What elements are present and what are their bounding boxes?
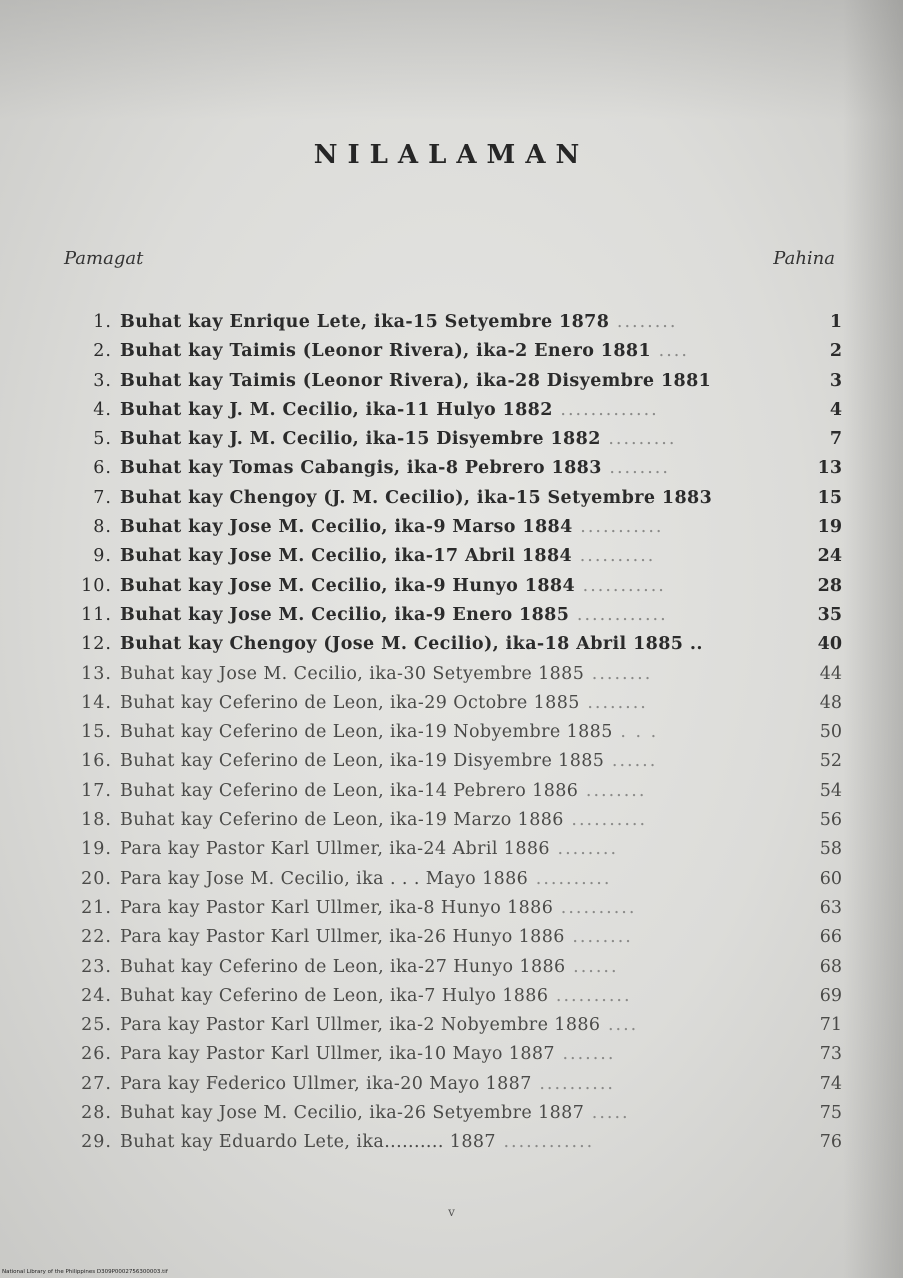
entry-leader-dots: ......... — [600, 429, 677, 450]
entry-title — [120, 517, 800, 537]
toc-entry — [70, 927, 842, 956]
entry-title — [120, 488, 800, 508]
entry-page-number: 7 — [829, 429, 842, 450]
entry-number: 27. — [81, 1073, 112, 1094]
entry-title-text: Buhat kay Jose M. Cecilio, ika-30 Setyembre 1885 — [120, 663, 585, 684]
entry-leader-dots: .... — [600, 1015, 639, 1036]
entry-title-text: Buhat kay Ceferino de Leon, ika-19 Disyembre 1885 — [120, 751, 605, 772]
entry-title — [120, 839, 800, 859]
toc-entry — [70, 869, 842, 898]
entry-page-number: 28 — [817, 575, 842, 596]
entry-number: 15. — [81, 722, 112, 743]
entry-leader-dots: .......... — [572, 546, 656, 567]
entry-title — [120, 1015, 800, 1035]
toc-entry — [70, 634, 842, 663]
toc-entry — [70, 722, 842, 751]
entry-title — [120, 400, 800, 420]
entry-leader-dots: ........ — [609, 312, 678, 332]
entry-number: 9. — [93, 546, 112, 567]
entry-leader-dots: ........... — [575, 575, 666, 596]
entry-number: 25. — [81, 1015, 112, 1036]
toc-entry — [70, 605, 842, 634]
toc-entry — [70, 810, 842, 839]
entry-number: 29. — [81, 1132, 112, 1153]
entry-leader-dots: ........ — [601, 458, 670, 479]
toc-entry — [70, 341, 842, 370]
entry-title — [120, 693, 800, 713]
entry-title-text: Para kay Pastor Karl Ullmer, ika-10 Mayo 1887 — [120, 1044, 555, 1065]
entry-number: 2. — [93, 341, 112, 362]
entry-page-number: 35 — [817, 604, 842, 625]
toc-entry — [70, 664, 842, 693]
entry-leader-dots: ............. — [552, 399, 659, 420]
toc-entry — [70, 1015, 842, 1044]
entry-title-text: Buhat kay Ceferino de Leon, ika-7 Hulyo 1886 — [120, 985, 549, 1006]
toc-entry — [70, 1044, 842, 1073]
entry-title — [120, 1044, 800, 1064]
entry-title-text: Buhat kay Taimis (Leonor Rivera), ika-2 Enero 1881 — [120, 341, 652, 362]
entry-title — [120, 722, 800, 742]
entry-number: 8. — [93, 517, 112, 538]
entry-title — [120, 751, 800, 771]
entry-page-number: 2 — [829, 341, 842, 362]
entry-page-number: 73 — [819, 1044, 842, 1065]
entry-title — [120, 927, 800, 947]
entry-page-number: 69 — [819, 985, 842, 1006]
page-title: NILALAMAN — [313, 140, 590, 170]
table-of-contents — [70, 312, 842, 1162]
entry-title-text: Para kay Jose M. Cecilio, ika . . . Mayo 1886 — [120, 868, 529, 889]
entry-page-number: 40 — [817, 634, 842, 655]
toc-entry — [70, 898, 842, 927]
entry-title-text: Para kay Pastor Karl Ullmer, ika-24 Abril 1886 — [120, 839, 550, 860]
entry-title — [120, 898, 800, 918]
entry-leader-dots: .......... — [531, 1073, 615, 1094]
entry-number: 23. — [81, 956, 112, 977]
entry-title-text: Buhat kay Jose M. Cecilio, ika-9 Marso 1884 — [120, 517, 573, 538]
toc-entry — [70, 546, 842, 575]
scan-credit: National Library of the Philippines D309P0002756300003.tif — [2, 1269, 168, 1275]
toc-entry — [70, 400, 842, 429]
entry-number: 6. — [93, 458, 112, 479]
scan-shadow-right — [843, 0, 903, 1278]
entry-title-text: Buhat kay Jose M. Cecilio, ika-17 Abril 1884 — [120, 546, 573, 567]
entry-page-number: 75 — [819, 1103, 842, 1124]
entry-page-number: 48 — [819, 692, 842, 713]
entry-title — [120, 371, 800, 391]
entry-number: 24. — [81, 985, 112, 1006]
toc-entry — [70, 751, 842, 780]
toc-entry — [70, 458, 842, 487]
entry-title — [120, 1074, 800, 1094]
toc-entry — [70, 576, 842, 605]
entry-page-number: 68 — [819, 956, 842, 977]
entry-leader-dots: ....... — [554, 1044, 616, 1065]
entry-title — [120, 1132, 800, 1152]
toc-entry — [70, 488, 842, 517]
entry-page-number: 63 — [819, 897, 842, 918]
entry-leader-dots: ...... — [604, 751, 658, 772]
entry-page-number: 15 — [817, 487, 842, 508]
entry-page-number: 13 — [817, 458, 842, 479]
page-folio: v — [448, 1205, 455, 1219]
entry-number: 13. — [81, 663, 112, 684]
entry-title-text: Buhat kay Ceferino de Leon, ika-19 Nobyembre 1885 — [120, 722, 613, 743]
toc-entry — [70, 986, 842, 1015]
entry-title-text: Para kay Pastor Karl Ullmer, ika-2 Nobyembre 1886 — [120, 1015, 601, 1036]
column-header-title: Pamagat — [64, 248, 144, 269]
entry-page-number: 24 — [817, 546, 842, 567]
entry-page-number: 56 — [819, 810, 842, 831]
entry-title — [120, 986, 800, 1006]
entry-number: 14. — [81, 692, 112, 713]
entry-page-number: 3 — [829, 370, 842, 391]
entry-leader-dots: .......... — [553, 897, 637, 918]
toc-entry — [70, 371, 842, 400]
entry-title — [120, 869, 800, 889]
entry-page-number: 44 — [819, 663, 842, 684]
entry-page-number: 1 — [829, 312, 842, 332]
entry-number: 22. — [81, 927, 112, 948]
entry-title — [120, 546, 800, 566]
entry-page-number: 76 — [819, 1132, 842, 1153]
entry-title — [120, 576, 800, 596]
entry-title — [120, 605, 800, 625]
entry-title-text: Buhat kay Ceferino de Leon, ika-27 Hunyo 1886 — [120, 956, 566, 977]
entry-number: 3. — [93, 370, 112, 391]
scan-shadow-top — [0, 0, 903, 120]
entry-page-number: 66 — [819, 927, 842, 948]
toc-entry — [70, 781, 842, 810]
entry-title-text: Buhat kay Ceferino de Leon, ika-14 Pebrero 1886 — [120, 780, 579, 801]
entry-leader-dots: ..... — [584, 1103, 630, 1124]
entry-title — [120, 634, 800, 654]
entry-number: 12. — [81, 634, 112, 655]
entry-leader-dots: ........... — [572, 517, 664, 538]
entry-title — [120, 429, 800, 449]
entry-leader-dots: .... — [651, 341, 689, 362]
entry-number: 21. — [81, 897, 112, 918]
entry-title-text: Para kay Pastor Karl Ullmer, ika-8 Hunyo 1886 — [120, 897, 554, 918]
entry-number: 17. — [81, 780, 112, 801]
toc-entry — [70, 693, 842, 722]
toc-entry — [70, 429, 842, 458]
column-header-page: Pahina — [773, 248, 835, 269]
entry-page-number: 54 — [819, 780, 842, 801]
entry-title-text: Buhat kay Tomas Cabangis, ika-8 Pebrero 1883 — [120, 458, 602, 479]
toc-entry — [70, 957, 842, 986]
entry-number: 20. — [81, 868, 112, 889]
entry-number: 16. — [81, 751, 112, 772]
entry-number: 28. — [81, 1103, 112, 1124]
entry-page-number: 52 — [819, 751, 842, 772]
entry-leader-dots: ...... — [565, 956, 619, 977]
entry-page-number: 4 — [829, 399, 842, 420]
entry-leader-dots: ........ — [578, 780, 647, 801]
entry-title — [120, 341, 800, 361]
entry-number: 4. — [93, 399, 112, 420]
entry-title-text: Buhat kay J. M. Cecilio, ika-11 Hulyo 1882 — [120, 399, 553, 420]
toc-entry — [70, 517, 842, 546]
entry-title-text: Buhat kay Eduardo Lete, ika.......... 1887 — [120, 1132, 496, 1153]
entry-number: 7. — [93, 487, 112, 508]
entry-leader-dots: ............ — [569, 604, 668, 625]
entry-title-text: Para kay Pastor Karl Ullmer, ika-26 Hunyo 1886 — [120, 927, 565, 948]
entry-leader-dots: ........ — [549, 839, 619, 860]
entry-number: 19. — [81, 839, 112, 860]
entry-leader-dots: .......... — [548, 985, 632, 1006]
entry-title — [120, 957, 800, 977]
entry-leader-dots: ........ — [579, 692, 648, 713]
entry-number: 1. — [93, 312, 112, 332]
entry-title-text: Buhat kay Ceferino de Leon, ika-19 Marzo 1886 — [120, 810, 564, 831]
entry-page-number: 19 — [817, 517, 842, 538]
toc-entry — [70, 1103, 842, 1132]
entry-title-text: Buhat kay Enrique Lete, ika-15 Setyembre 1878 — [120, 312, 610, 332]
entry-title — [120, 1103, 800, 1123]
entry-leader-dots: ............ — [495, 1132, 595, 1153]
entry-page-number: 50 — [819, 722, 842, 743]
toc-entry — [70, 312, 842, 341]
entry-title-text: Buhat kay Taimis (Leonor Rivera), ika-28 Disyembre 1881 — [120, 370, 712, 391]
entry-title — [120, 458, 800, 478]
entry-page-number: 60 — [819, 868, 842, 889]
entry-title-text: Buhat kay Chengoy (Jose M. Cecilio), ika-18 Abril 1885 .. — [120, 634, 703, 655]
entry-page-number: 74 — [819, 1073, 842, 1094]
entry-leader-dots: ........ — [584, 663, 653, 684]
entry-number: 5. — [93, 429, 112, 450]
entry-leader-dots: ........ — [564, 927, 633, 948]
entry-number: 10. — [81, 575, 112, 596]
entry-title — [120, 312, 800, 332]
toc-entry — [70, 1074, 842, 1103]
entry-title-text: Buhat kay J. M. Cecilio, ika-15 Disyembre 1882 — [120, 429, 601, 450]
entry-title-text: Buhat kay Jose M. Cecilio, ika-26 Setyembre 1887 — [120, 1103, 585, 1124]
entry-title — [120, 781, 800, 801]
entry-page-number: 71 — [819, 1015, 842, 1036]
entry-title — [120, 664, 800, 684]
entry-title-text: Buhat kay Jose M. Cecilio, ika-9 Hunyo 1884 — [120, 575, 576, 596]
entry-number: 18. — [81, 810, 112, 831]
toc-entry — [70, 1132, 842, 1161]
entry-number: 11. — [81, 604, 112, 625]
entry-title-text: Buhat kay Ceferino de Leon, ika-29 Octobre 1885 — [120, 692, 580, 713]
entry-title-text: Buhat kay Jose M. Cecilio, ika-9 Enero 1885 — [120, 604, 570, 625]
entry-leader-dots: .......... — [563, 810, 648, 831]
entry-leader-dots: .......... — [528, 868, 612, 889]
toc-entry — [70, 839, 842, 868]
entry-leader-dots: . . . — [612, 722, 659, 743]
entry-number: 26. — [81, 1044, 112, 1065]
entry-title-text: Buhat kay Chengoy (J. M. Cecilio), ika-15 Setyembre 1883 — [120, 487, 713, 508]
entry-title — [120, 810, 800, 830]
entry-title-text: Para kay Federico Ullmer, ika-20 Mayo 1887 — [120, 1073, 532, 1094]
entry-page-number: 58 — [819, 839, 842, 860]
